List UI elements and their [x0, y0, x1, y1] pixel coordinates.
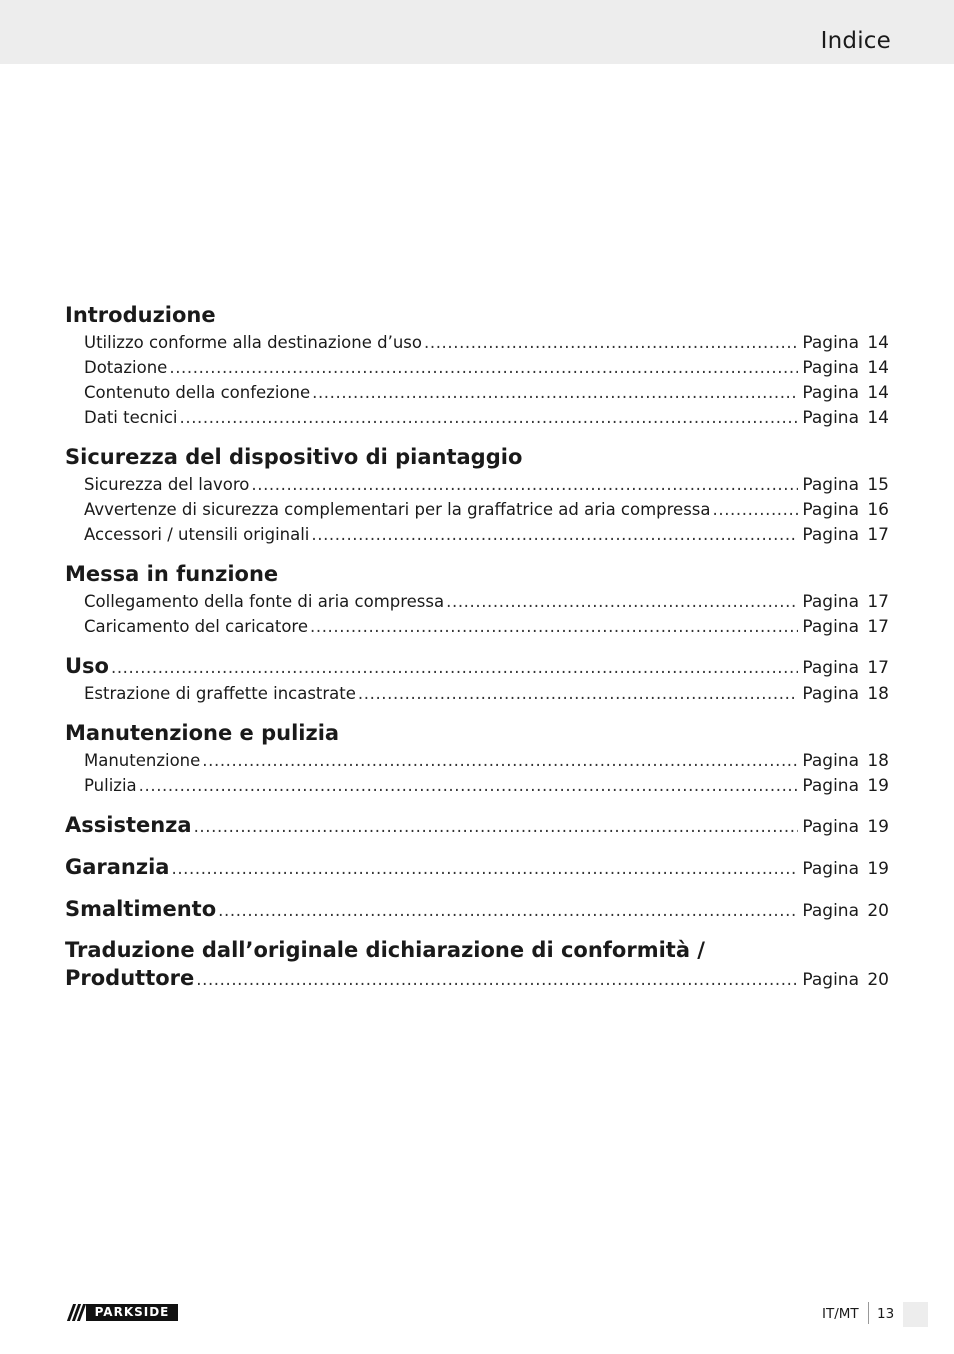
page-word: Pagina [802, 658, 859, 678]
dot-leader [139, 773, 799, 798]
dot-leader [169, 355, 798, 380]
toc-entry[interactable] [65, 497, 889, 522]
page-word: Pagina [802, 901, 859, 921]
section-title[interactable]: Manutenzione e pulizia [65, 721, 340, 745]
page-number: 17 [867, 617, 889, 637]
page-word: Pagina [802, 617, 859, 637]
page-word: Pagina [802, 817, 859, 837]
page-word: Pagina [802, 592, 859, 612]
language-code: IT/MT [822, 1306, 859, 1322]
toc-entry[interactable] [65, 614, 889, 639]
entry-label: Dotazione [84, 358, 168, 377]
page-word: Pagina [802, 525, 859, 545]
logo-text: PARKSIDE [94, 1305, 170, 1319]
page-word: Pagina [802, 970, 859, 990]
table-of-contents [65, 300, 889, 1004]
dot-leader [251, 472, 798, 497]
toc-section-messa-in-funzione [65, 559, 889, 639]
page-number: 17 [867, 592, 889, 612]
entry-label: Utilizzo conforme alla destinazione d’uso [84, 333, 422, 352]
toc-entry[interactable] [65, 380, 889, 405]
page-word: Pagina [802, 358, 859, 378]
footer-divider [868, 1302, 869, 1324]
toc-section-introduzione [65, 300, 889, 430]
toc-section-traduzione [65, 936, 889, 992]
entry-label: Estrazione di graffette incastrate [84, 684, 356, 703]
dot-leader [358, 681, 798, 706]
dot-leader [312, 380, 798, 405]
page-word: Pagina [802, 684, 859, 704]
page-word: Pagina [802, 500, 859, 520]
page-number: 14 [867, 408, 889, 428]
dot-leader [424, 330, 798, 355]
toc-section-uso [65, 651, 889, 706]
page-word: Pagina [802, 383, 859, 403]
entry-label: Accessori / utensili originali [84, 525, 310, 544]
dot-leader [202, 748, 798, 773]
toc-section-assistenza [65, 810, 889, 840]
dot-leader [310, 614, 798, 639]
page-number: 19 [867, 859, 889, 879]
entry-label: Avvertenze di sicurezza complementari per la graffatrice ad aria compressa [84, 500, 711, 519]
dot-leader [194, 812, 799, 842]
toc-main-entry[interactable] [65, 651, 889, 681]
entry-label: Contenuto della confezione [84, 383, 311, 402]
section-title: Assistenza [65, 813, 192, 837]
page-word: Pagina [802, 408, 859, 428]
logo-stripes-icon [66, 1304, 86, 1321]
section-title[interactable]: Introduzione [65, 303, 216, 327]
toc-entry[interactable] [65, 681, 889, 706]
page-word: Pagina [802, 475, 859, 495]
dot-leader [196, 966, 798, 994]
toc-entry[interactable] [65, 330, 889, 355]
section-title-line1[interactable]: Traduzione dall’originale dichiarazione di conformità / [65, 938, 705, 962]
entry-label: Sicurezza del lavoro [84, 475, 250, 494]
page-word: Pagina [802, 859, 859, 879]
page-word: Pagina [802, 333, 859, 353]
toc-section-smaltimento [65, 894, 889, 924]
dot-leader [111, 653, 798, 683]
dot-leader [446, 589, 798, 614]
page-title: Indice [820, 28, 891, 54]
section-title: Garanzia [65, 855, 170, 879]
toc-entry[interactable] [65, 522, 889, 547]
page-word: Pagina [802, 776, 859, 796]
page-number: 19 [867, 776, 889, 796]
page-number: 20 [867, 901, 889, 921]
entry-label: Caricamento del caricatore [84, 617, 308, 636]
toc-main-entry[interactable] [65, 810, 889, 840]
section-title[interactable]: Sicurezza del dispositivo di piantaggio [65, 445, 523, 469]
page-number: 14 [867, 333, 889, 353]
page-word: Pagina [802, 751, 859, 771]
toc-section-manutenzione [65, 718, 889, 798]
dot-leader [218, 896, 798, 926]
toc-entry[interactable] [65, 355, 889, 380]
page-number: 18 [867, 684, 889, 704]
toc-entry[interactable] [65, 773, 889, 798]
section-title: Uso [65, 654, 109, 678]
footer-corner-box [903, 1302, 928, 1327]
page-number: 17 [867, 658, 889, 678]
page-number: 20 [867, 970, 889, 990]
page-number: 17 [867, 525, 889, 545]
toc-entry[interactable] [65, 405, 889, 430]
page-number: 18 [867, 751, 889, 771]
toc-section-garanzia [65, 852, 889, 882]
toc-entry[interactable] [65, 589, 889, 614]
page-number: 15 [867, 475, 889, 495]
toc-main-entry[interactable] [65, 894, 889, 924]
header-band [0, 0, 954, 64]
toc-entry[interactable] [65, 748, 889, 773]
section-title[interactable]: Messa in funzione [65, 562, 279, 586]
parkside-logo [66, 1304, 178, 1321]
page-number: 16 [867, 500, 889, 520]
entry-label: Dati tecnici [84, 408, 178, 427]
page-number: 14 [867, 383, 889, 403]
toc-section-sicurezza [65, 442, 889, 547]
dot-leader [311, 522, 798, 547]
dot-leader [171, 854, 798, 884]
toc-main-entry[interactable] [65, 852, 889, 882]
dot-leader [713, 497, 799, 522]
toc-main-entry[interactable] [65, 964, 889, 992]
dot-leader [180, 405, 799, 430]
entry-label: Manutenzione [84, 751, 201, 770]
entry-label: Pulizia [84, 776, 137, 795]
section-title: Smaltimento [65, 897, 217, 921]
page-number-footer: 13 [877, 1306, 895, 1322]
entry-label: Collegamento della fonte di aria compressa [84, 592, 445, 611]
section-title-line2: Produttore [65, 966, 195, 990]
page-number: 14 [867, 358, 889, 378]
toc-entry[interactable] [65, 472, 889, 497]
page-number: 19 [867, 817, 889, 837]
